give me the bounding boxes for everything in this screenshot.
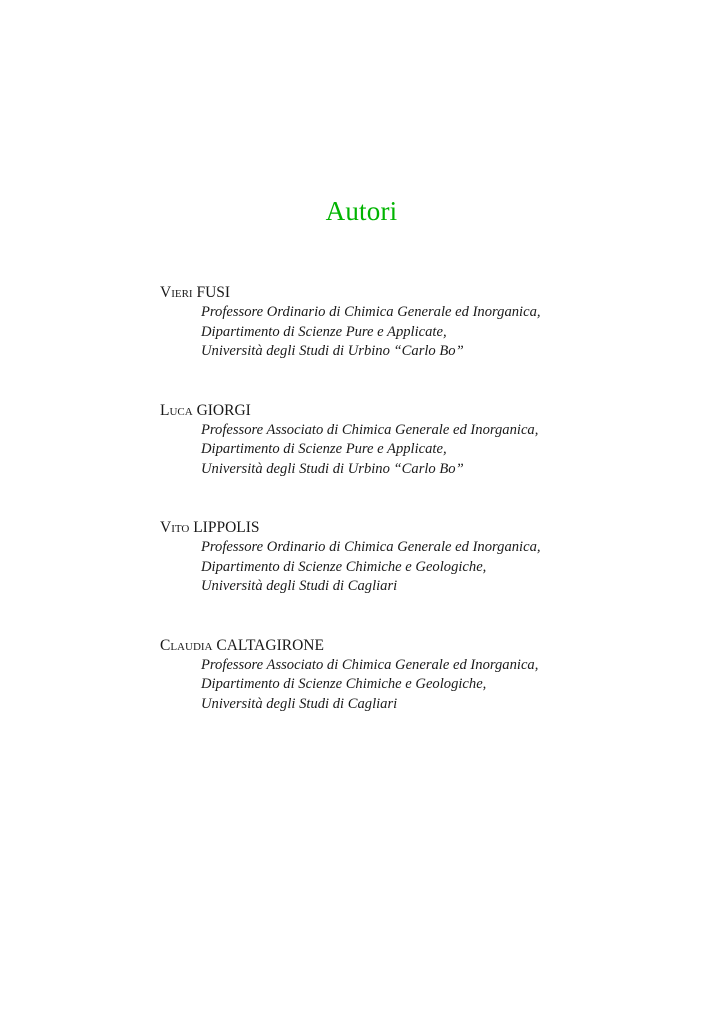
author-last-name: FUSI <box>196 284 231 301</box>
author-first-name: Claudia <box>160 636 213 654</box>
author-position: Professore Associato di Chimica Generale ed Inorganica, <box>201 656 539 673</box>
author-university: Università degli Studi di Cagliari <box>201 695 398 712</box>
author-first-name: Luca <box>160 401 193 419</box>
author-university: Università degli Studi di Urbino “Carlo Bo” <box>201 343 464 359</box>
author-department: Dipartimento di Scienze Chimiche e Geologiche, <box>201 676 487 692</box>
author-entry-giorgi <box>160 401 680 480</box>
author-position: Professore Associato di Chimica Generale ed Inorganica, <box>201 421 539 438</box>
author-entry-caltagirone <box>160 636 680 715</box>
author-last-name: CALTAGIRONE <box>216 636 324 654</box>
author-department: Dipartimento di Scienze Pure e Applicate, <box>201 441 447 457</box>
author-name <box>160 518 680 538</box>
author-university: Università degli Studi di Urbino “Carlo Bo” <box>201 460 464 477</box>
author-name <box>160 283 680 303</box>
author-entry-lippolis <box>160 518 680 597</box>
author-department: Dipartimento di Scienze Pure e Applicate, <box>201 323 447 340</box>
author-last-name: LIPPOLIS <box>193 519 260 536</box>
author-last-name: GIORGI <box>196 401 251 419</box>
author-name <box>160 636 680 656</box>
author-first-name: Vito <box>160 519 190 536</box>
page-title: Autori <box>325 196 398 226</box>
author-list <box>160 283 680 753</box>
author-entry-fusi <box>160 283 680 362</box>
author-first-name: Vieri <box>160 284 193 301</box>
author-position: Professore Ordinario di Chimica Generale ed Inorganica, <box>201 539 541 555</box>
author-name <box>160 401 680 421</box>
author-department: Dipartimento di Scienze Chimiche e Geologiche, <box>201 558 487 575</box>
author-university: Università degli Studi di Cagliari <box>201 578 398 594</box>
author-position: Professore Ordinario di Chimica Generale ed Inorganica, <box>201 304 541 320</box>
